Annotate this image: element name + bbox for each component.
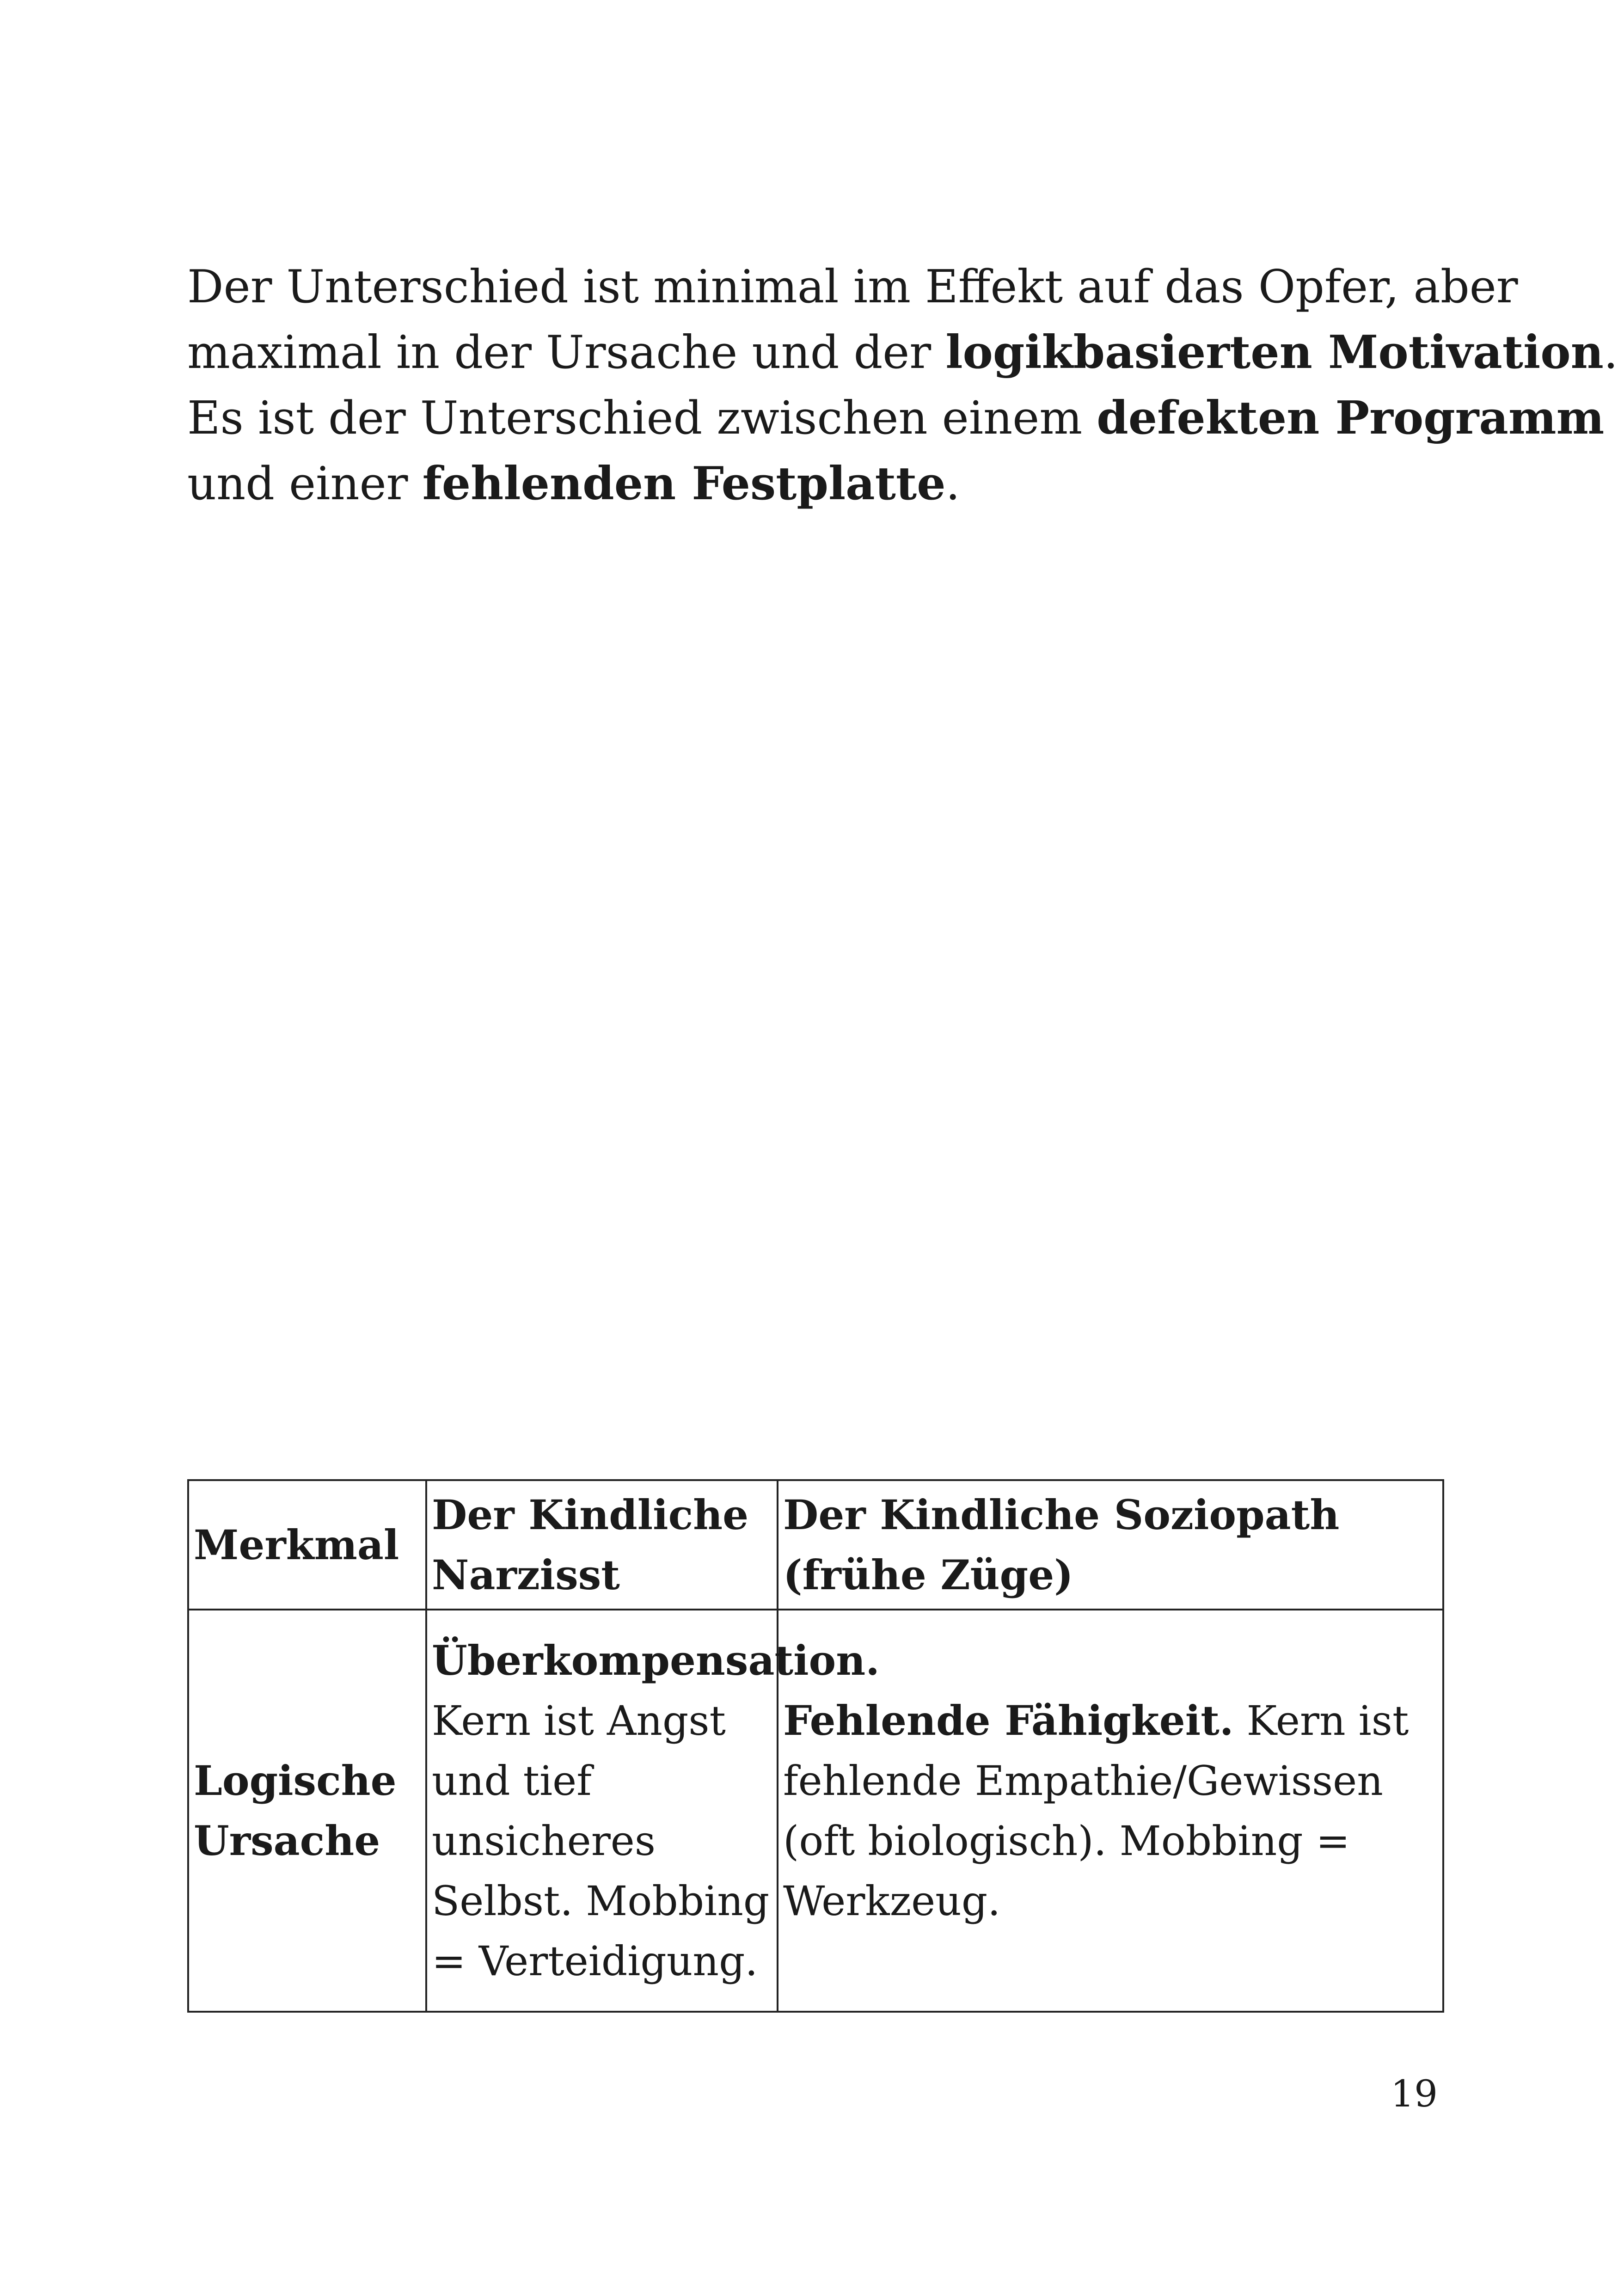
page-number: 19 bbox=[1391, 2072, 1438, 2115]
emphasis-logikbasierten-motivation: logikbasierten Motivation bbox=[945, 326, 1604, 379]
header-merkmal: Merkmal bbox=[188, 1480, 426, 1610]
cell-soziopath-bold: Fehlende Fähigkeit. bbox=[783, 1696, 1234, 1745]
cell-soziopath-text: Kern ist fehlende Empathie/Gewissen (oft biologisch). Mobbing = Werkzeug. bbox=[783, 1696, 1409, 1925]
cell-narzisst-ursache bbox=[426, 1610, 880, 2012]
intro-text: maximal in der Ursache und der bbox=[187, 326, 946, 379]
table-row bbox=[188, 1610, 1443, 2012]
header-kindliche-narzisst: Der Kindliche Narzisst bbox=[426, 1480, 778, 1610]
emphasis-fehlenden-festplatte: fehlenden Festplatte bbox=[422, 457, 946, 510]
intro-text: . bbox=[1603, 326, 1618, 379]
intro-paragraph bbox=[187, 254, 1618, 517]
header-kindliche-soziopath: Der Kindliche Soziopath (frühe Züge) bbox=[778, 1480, 1443, 1610]
cell-narzisst-bold: Überkompensation. bbox=[432, 1636, 880, 1684]
emphasis-defekten-programm: defekten Programm bbox=[1097, 392, 1605, 445]
intro-text: und einer bbox=[187, 458, 423, 510]
intro-line-2 bbox=[187, 320, 1618, 386]
cell-narzisst-text: Kern ist Angst und tief unsicheres Selbst. Mobbing = Verteidigung. bbox=[432, 1696, 770, 1985]
intro-line-3 bbox=[187, 386, 1605, 451]
table-header-row bbox=[188, 1480, 1443, 1610]
cell-feature-logische-ursache: Logische Ursache bbox=[188, 1610, 426, 2012]
comparison-table bbox=[187, 1479, 1444, 2013]
intro-line-1: Der Unterschied ist minimal im Effekt auf das Opfer, aber bbox=[187, 261, 1518, 313]
intro-text: . bbox=[945, 458, 960, 510]
intro-line-4 bbox=[187, 451, 1472, 517]
intro-text: Es ist der Unterschied zwischen einem bbox=[187, 392, 1097, 445]
